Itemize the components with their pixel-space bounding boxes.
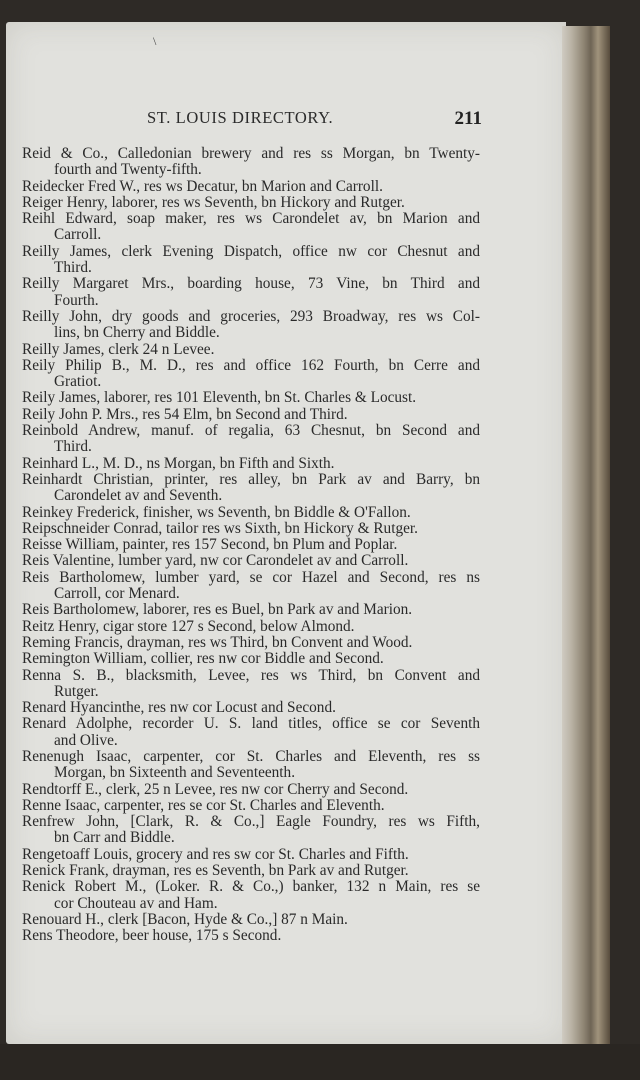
directory-entry: [22, 472, 480, 505]
directory-entry: [22, 195, 480, 211]
entry-line: Reihl Edward, soap maker, res ws Carondelet av, bn Marion and: [22, 210, 480, 228]
directory-entry: [22, 407, 480, 423]
directory-entry: [22, 798, 480, 814]
directory-entry: [22, 782, 480, 798]
entry-continuation-line: Rutger.: [54, 682, 99, 700]
entry-continuation-line: and Olive.: [54, 731, 118, 749]
directory-entry: [22, 553, 480, 569]
directory-entry: [22, 635, 480, 651]
page-number: 211: [454, 108, 482, 129]
directory-entry: [22, 342, 480, 358]
directory-entry: [22, 847, 480, 863]
entry-line: Reis Bartholomew, lumber yard, se cor Hazel and Second, res ns: [22, 568, 480, 586]
entry-line: Renna S. B., blacksmith, Levee, res ws Third, bn Convent and: [22, 666, 480, 684]
directory-entry: [22, 179, 480, 195]
entry-line: Reinbold Andrew, manuf. of regalia, 63 Chesnut, bn Second and: [22, 422, 480, 440]
directory-entry: [22, 619, 480, 635]
entry-line: Reily John P. Mrs., res 54 Elm, bn Second and Third.: [22, 405, 348, 423]
entry-line: Reilly Margaret Mrs., boarding house, 73 Vine, bn Third and: [22, 275, 480, 293]
entry-line: Reming Francis, drayman, res ws Third, bn Convent and Wood.: [22, 633, 413, 651]
entry-continuation-line: Carondelet av and Seventh.: [54, 487, 223, 505]
directory-entries: [22, 146, 480, 945]
entry-line: Reidecker Fred W., res ws Decatur, bn Marion and Carroll.: [22, 177, 383, 195]
directory-entry: [22, 879, 480, 912]
directory-entry: [22, 505, 480, 521]
directory-entry: [22, 716, 480, 749]
directory-entry: [22, 912, 480, 928]
entry-line: Reilly James, clerk Evening Dispatch, office nw cor Chesnut and: [22, 242, 480, 260]
entry-line: Renick Frank, drayman, res es Seventh, bn Park av and Rutger.: [22, 862, 409, 880]
entry-line: Reinhard L., M. D., ns Morgan, bn Fifth and Sixth.: [22, 454, 335, 472]
entry-continuation-line: cor Chouteau av and Ham.: [54, 894, 218, 912]
entry-line: Renick Robert M., (Loker. R. & Co.,) banker, 132 n Main, res se: [22, 878, 480, 896]
entry-line: Renard Hyancinthe, res nw cor Locust and Second.: [22, 699, 336, 717]
entry-line: Reis Bartholomew, laborer, res es Buel, bn Park av and Marion.: [22, 601, 413, 619]
directory-entry: [22, 211, 480, 244]
entry-line: Reisse William, painter, res 157 Second, bn Plum and Poplar.: [22, 536, 398, 554]
directory-entry: [22, 863, 480, 879]
entry-line: Rengetoaff Louis, grocery and res sw cor St. Charles and Fifth.: [22, 845, 409, 863]
entry-line: Reily James, laborer, res 101 Eleventh, bn St. Charles & Locust.: [22, 389, 417, 407]
directory-entry: [22, 749, 480, 782]
entry-line: Reilly John, dry goods and groceries, 293 Broadway, res ws Col-: [22, 307, 480, 325]
entry-line: Reily Philip B., M. D., res and office 162 Fourth, bn Cerre and: [22, 356, 480, 374]
directory-entry: [22, 521, 480, 537]
entry-continuation-line: Gratiot.: [54, 373, 102, 391]
page-title: ST. LOUIS DIRECTORY.: [147, 108, 334, 127]
directory-entry: [22, 358, 480, 391]
directory-entry: [22, 928, 480, 944]
page-edges: [562, 26, 610, 1044]
book-cover-bottom: [0, 1044, 640, 1080]
entry-line: Reipschneider Conrad, tailor res ws Sixth, bn Hickory & Rutger.: [22, 519, 418, 537]
entry-continuation-line: Third.: [54, 438, 92, 456]
entry-line: Renard Adolphe, recorder U. S. land titles, office se cor Seventh: [22, 715, 480, 733]
directory-entry: [22, 423, 480, 456]
directory-entry: [22, 309, 480, 342]
entry-line: Reinkey Frederick, finisher, ws Seventh, bn Biddle & O'Fallon.: [22, 503, 411, 521]
directory-entry: [22, 537, 480, 553]
directory-entry: [22, 700, 480, 716]
directory-entry: [22, 276, 480, 309]
entry-line: Remington William, collier, res nw cor Biddle and Second.: [22, 650, 384, 668]
entry-line: Renenugh Isaac, carpenter, cor St. Charles and Eleventh, res ss: [22, 747, 480, 765]
directory-entry: [22, 456, 480, 472]
entry-line: Reiger Henry, laborer, res ws Seventh, bn Hickory and Rutger.: [22, 193, 405, 211]
entry-line: Reilly James, clerk 24 n Levee.: [22, 340, 215, 358]
directory-entry: [22, 146, 480, 179]
directory-entry: [22, 602, 480, 618]
entry-continuation-line: fourth and Twenty-fifth.: [54, 161, 202, 179]
entry-line: Renfrew John, [Clark, R. & Co.,] Eagle Foundry, res ws Fifth,: [22, 813, 480, 831]
entry-line: Rens Theodore, beer house, 175 s Second.: [22, 927, 282, 945]
entry-line: Rendtorff E., clerk, 25 n Levee, res nw cor Cherry and Second.: [22, 780, 409, 798]
stray-mark: \: [153, 34, 157, 48]
directory-entry: [22, 814, 480, 847]
running-header: [20, 108, 482, 132]
entry-line: Reid & Co., Calledonian brewery and res ss Morgan, bn Twenty-: [22, 145, 480, 162]
directory-entry: [22, 668, 480, 701]
entry-continuation-line: Carroll.: [54, 226, 102, 244]
entry-continuation-line: Carroll, cor Menard.: [54, 585, 180, 603]
entry-continuation-line: bn Carr and Biddle.: [54, 829, 175, 847]
entry-line: Renouard H., clerk [Bacon, Hyde & Co.,] 87 n Main.: [22, 910, 348, 928]
directory-entry: [22, 244, 480, 277]
directory-entry: [22, 651, 480, 667]
entry-continuation-line: Third.: [54, 259, 92, 277]
entry-continuation-line: lins, bn Cherry and Biddle.: [54, 324, 220, 342]
entry-continuation-line: Fourth.: [54, 291, 99, 309]
directory-entry: [22, 570, 480, 603]
entry-line: Renne Isaac, carpenter, res se cor St. Charles and Eleventh.: [22, 796, 385, 814]
directory-entry: [22, 390, 480, 406]
entry-line: Reis Valentine, lumber yard, nw cor Carondelet av and Carroll.: [22, 552, 409, 570]
entry-line: Reinhardt Christian, printer, res alley, bn Park av and Barry, bn: [22, 470, 480, 488]
entry-line: Reitz Henry, cigar store 127 s Second, below Almond.: [22, 617, 355, 635]
entry-continuation-line: Morgan, bn Sixteenth and Seventeenth.: [54, 764, 296, 782]
